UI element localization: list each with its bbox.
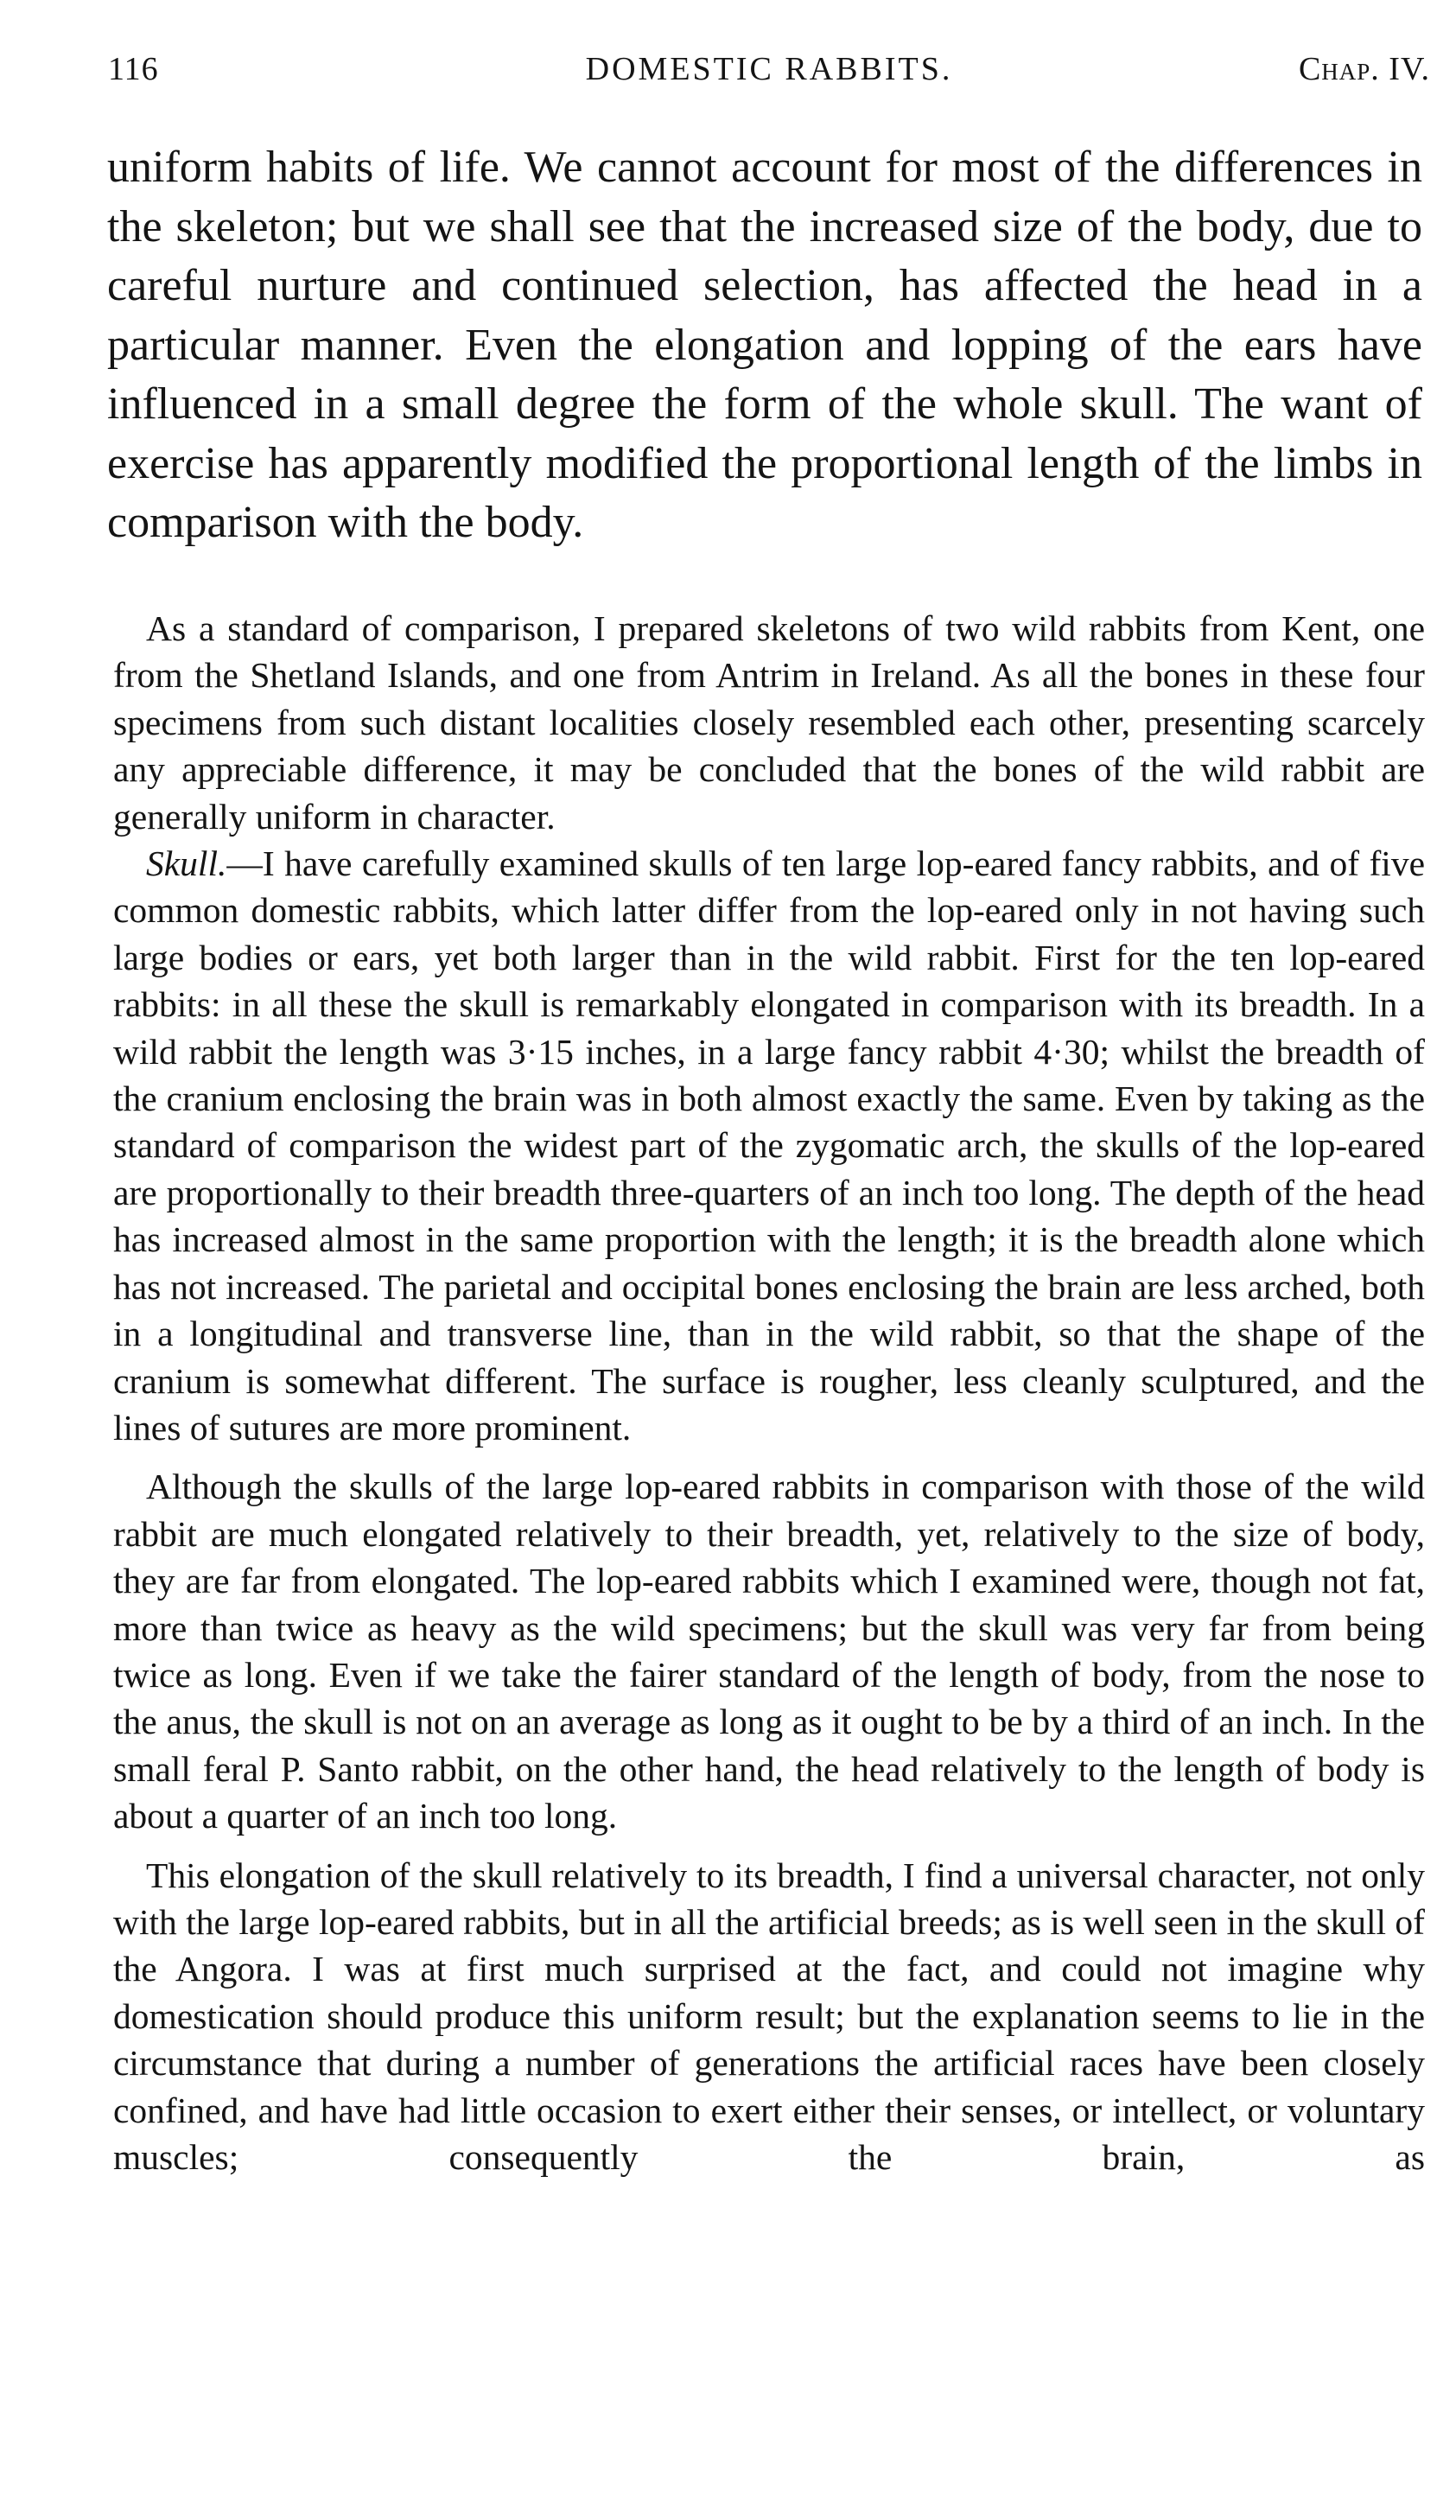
paragraph-text: —I have carefully examined skulls of ten large lop-eared fancy rabbits, and of five common domestic rabbits, which latter differ from the lop-eared only in not having such large bodies or ears, yet both larger than in the wild rabbit. First for the ten lop-eared rabbits: in all these the skull is remarkably elongated in comparison with its breadth. In a wild rabbit the length was 3·15 inches, in a large fancy rabbit 4·30; whilst the breadth of the cranium enclosing the brain was in both almost exactly the same. Even by taking as the standard of comparison the widest part of the zygomatic arch, the skulls of the lop-eared are proportionally to their breadth three-quarters of an inch too long. The depth of the head has increased almost in the same proportion with the length; it is the breadth alone which has not increased. The parietal and occipital bones enclosing the brain are less arched, both in a longitudinal and transverse line, than in the wild rabbit, so that the shape of the cranium is somewhat different. The surface is rougher, less cleanly sculptured, and the lines of sutures are more prominent. xyxy=(113,843,1425,1448)
paragraph-text: This elongation of the skull relatively to its breadth, I find a universal character, not only with the large lop-eared rabbits, but in all the artificial breeds; as is well seen in the skull of the Angora. I was at first much surprised at the fact, and could not imagine why domestication should produce this uniform result; but the explanation seems to lie in the circumstance that during a number of generations the artificial races have been closely confined, and have had little occasion to exert either their senses, or intellect, or voluntary muscles; consequently the brain, as xyxy=(113,1855,1425,2177)
intro-text-block xyxy=(107,138,1422,553)
paragraph-skull xyxy=(113,840,1425,1451)
intro-paragraph: uniform habits of life. We cannot account for most of the differences in the skeleton; but we shall see that the increased size of the body, due to careful nurture and continued selection, has affected the head in a particular manner. Even the elongation and lopping of the ears have influenced in a small degree the form of the whole skull. The want of exercise has apparently modified the proportional length of the limbs in comparison with the body. xyxy=(107,143,1422,547)
page-number: 116 xyxy=(108,51,159,87)
body-text-block xyxy=(113,605,1425,2180)
page-header xyxy=(108,50,1430,102)
chapter-label: Chap. IV. xyxy=(1298,51,1430,87)
running-title: DOMESTIC RABBITS. xyxy=(585,51,953,87)
paragraph-text: As a standard of comparison, I prepared skeletons of two wild rabbits from Kent, one from the Shetland Islands, and one from Antrim in Ireland. As all the bones in these four specimens from such distant localities closely resembled each other, presenting scarcely any appreciable difference, it may be concluded that the bones of the wild rabbit are generally uniform in character. xyxy=(113,608,1425,837)
section-lead-skull: Skull. xyxy=(146,843,227,884)
paragraph-universal-character xyxy=(113,1852,1425,2181)
paragraph-standard-of-comparison xyxy=(113,605,1425,840)
paragraph-skull-elongation xyxy=(113,1463,1425,1839)
paragraph-text: Although the skulls of the large lop-eared rabbits in comparison with those of the wild rabbit are much elongated relatively to their breadth, yet, relatively to the size of body, they are far from elongated. The lop-eared rabbits which I examined were, though not fat, more than twice as heavy as the wild specimens; but the skull was very far from being twice as long. Even if we take the fairer standard of the length of body, from the nose to the anus, the skull is not on an average as long as it ought to be by a third of an inch. In the small feral P. Santo rabbit, on the other hand, the head relatively to the length of body is about a quarter of an inch too long. xyxy=(113,1467,1425,1836)
